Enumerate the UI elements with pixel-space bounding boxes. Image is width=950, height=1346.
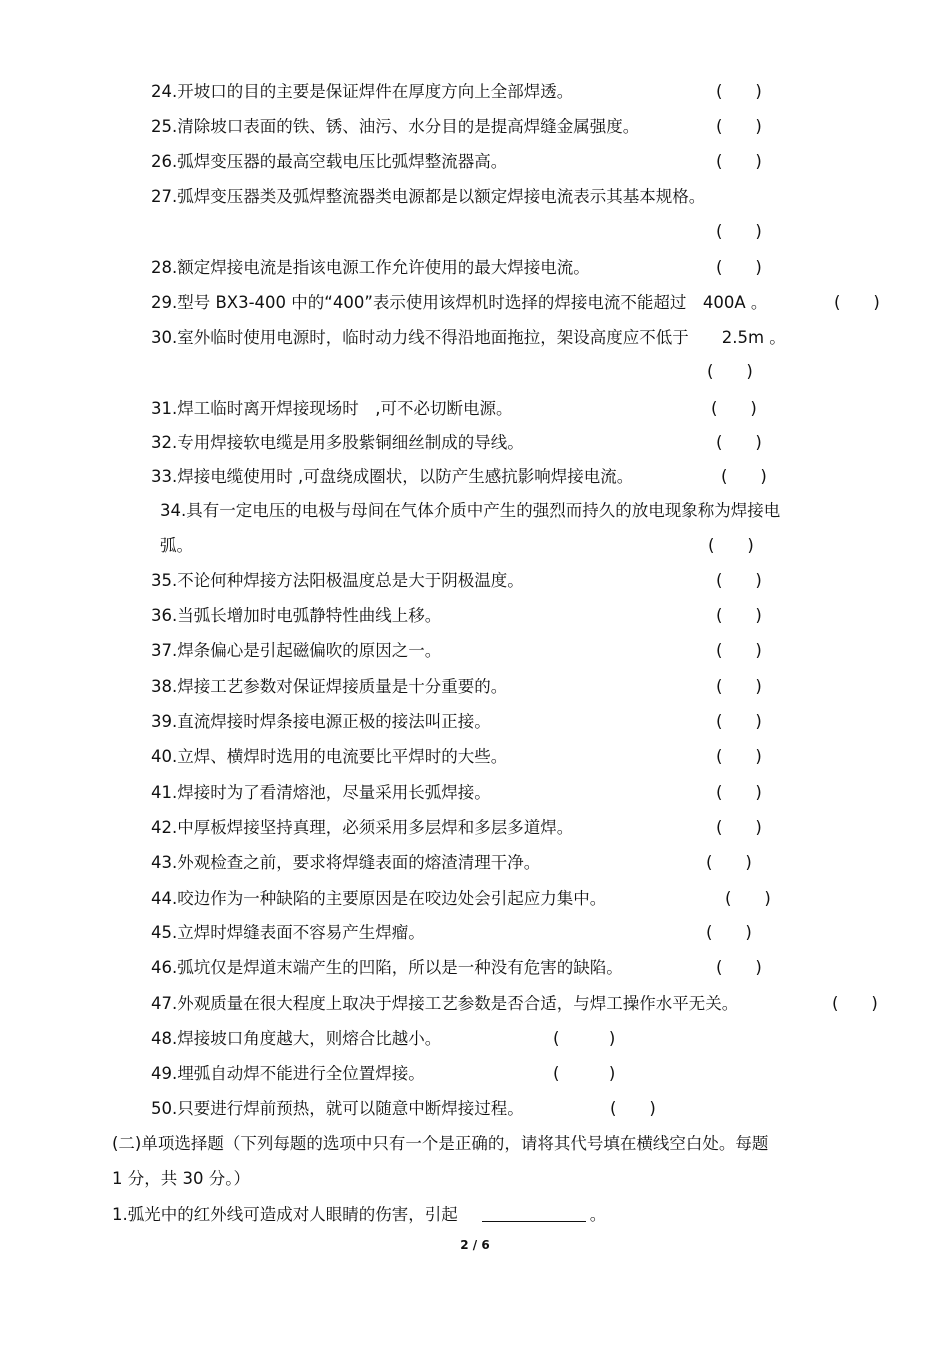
answer-parens: ( ): [716, 433, 762, 452]
answer-parens: ( ): [716, 641, 762, 660]
item-44: 44.咬边作为一种缺陷的主要原因是在咬边处会引起应力集中。: [151, 889, 607, 908]
item-25: 25.清除坡口表面的铁、锈、油污、水分目的是提高焊缝金属强度。: [151, 117, 640, 136]
item-35: 35.不论何种焊接方法阳极温度总是大于阴极温度。: [151, 571, 524, 590]
answer-parens: ( ): [706, 853, 752, 872]
page-number: 2 / 6: [460, 1238, 490, 1252]
answer-parens: ( ): [716, 117, 762, 136]
answer-parens: ( ): [716, 677, 762, 696]
answer-parens: ( ): [708, 536, 754, 555]
item-49: 49.埋弧自动焊不能进行全位置焊接。: [151, 1064, 425, 1083]
item-42: 42.中厚板焊接坚持真理，必须采用多层焊和多层多道焊。: [151, 818, 574, 837]
answer-parens: ( ): [721, 467, 767, 486]
item-47: 47.外观质量在很大程度上取决于焊接工艺参数是否合适，与焊工操作水平无关。: [151, 994, 739, 1013]
item-39: 39.直流焊接时焊条接电源正极的接法叫正接。: [151, 712, 491, 731]
answer-parens: ( ): [711, 399, 757, 418]
item-34: 34.具有一定电压的电极与母间在气体介质中产生的强烈而持久的放电现象称为焊接电: [160, 501, 781, 520]
answer-parens: ( ): [716, 571, 762, 590]
item-33: 33.焊接电缆使用时 ,可盘绕成圈状，以防产生感抗影响焊接电流。: [151, 467, 634, 486]
item-34-continuation: 弧。: [160, 536, 193, 555]
item-48: 48.焊接坡口角度越大，则熔合比越小。: [151, 1029, 442, 1048]
question-1-end: 。: [589, 1205, 607, 1224]
item-24: 24.开坡口的目的主要是保证焊件在厚度方向上全部焊透。: [151, 82, 574, 101]
answer-parens: ( ): [834, 293, 880, 312]
item-43: 43.外观检查之前，要求将焊缝表面的熔渣清理干净。: [151, 853, 541, 872]
answer-parens: ( ): [716, 222, 762, 241]
answer-parens: ( ): [716, 712, 762, 731]
item-41: 41.焊接时为了看清熔池，尽量采用长弧焊接。: [151, 783, 491, 802]
item-38: 38.焊接工艺参数对保证焊接质量是十分重要的。: [151, 677, 508, 696]
answer-parens: ( ): [707, 362, 753, 381]
answer-parens: ( ): [716, 958, 762, 977]
answer-parens: ( ): [725, 889, 771, 908]
section-heading-continuation: 1 分，共 30 分。）: [112, 1169, 250, 1188]
answer-parens: ( ): [553, 1064, 616, 1083]
answer-parens: ( ): [716, 258, 762, 277]
answer-parens: ( ): [832, 994, 878, 1013]
answer-parens: ( ): [716, 152, 762, 171]
answer-parens: ( ): [553, 1029, 616, 1048]
answer-parens: ( ): [716, 747, 762, 766]
item-37: 37.焊条偏心是引起磁偏吹的原因之一。: [151, 641, 442, 660]
item-31: 31.焊工临时离开焊接现场时 ,可不必切断电源。: [151, 399, 513, 418]
answer-parens: ( ): [716, 818, 762, 837]
section-heading: (二)单项选择题（下列每题的选项中只有一个是正确的，请将其代号填在横线空白处。每题: [112, 1134, 769, 1153]
answer-parens: ( ): [610, 1099, 656, 1118]
item-32: 32.专用焊接软电缆是用多股紫铜细丝制成的导线。: [151, 433, 524, 452]
item-29: 29.型号 BX3-400 中的“400”表示使用该焊机时选择的焊接电流不能超过 400A 。: [151, 293, 768, 312]
answer-parens: ( ): [716, 606, 762, 625]
item-28: 28.额定焊接电流是指该电源工作允许使用的最大焊接电流。: [151, 258, 590, 277]
answer-blank[interactable]: [482, 1205, 586, 1222]
answer-parens: ( ): [716, 82, 762, 101]
item-26: 26.弧焊变压器的最高空载电压比弧焊整流器高。: [151, 152, 508, 171]
answer-parens: ( ): [706, 923, 752, 942]
item-46: 46.弧坑仅是焊道末端产生的凹陷，所以是一种没有危害的缺陷。: [151, 958, 623, 977]
item-30: 30.室外临时使用电源时，临时动力线不得沿地面拖拉，架设高度应不低于 2.5m 。: [151, 328, 786, 347]
item-45: 45.立焊时焊缝表面不容易产生焊瘤。: [151, 923, 425, 942]
item-36: 36.当弧长增加时电弧静特性曲线上移。: [151, 606, 442, 625]
question-1: [112, 1204, 606, 1226]
answer-parens: ( ): [716, 783, 762, 802]
item-27: 27.弧焊变压器类及弧焊整流器类电源都是以额定焊接电流表示其基本规格。: [151, 187, 706, 206]
item-50: 50.只要进行焊前预热，就可以随意中断焊接过程。: [151, 1099, 524, 1118]
item-40: 40.立焊、横焊时选用的电流要比平焊时的大些。: [151, 747, 508, 766]
question-1-text: 1.弧光中的红外线可造成对人眼睛的伤害，引起: [112, 1205, 458, 1224]
